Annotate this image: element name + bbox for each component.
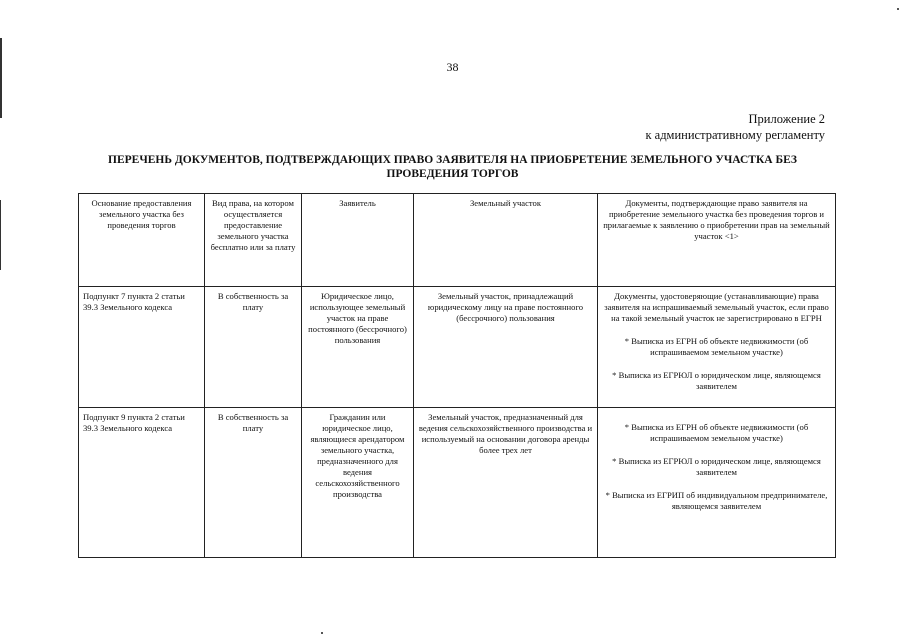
appendix-line-2: к административному регламенту xyxy=(645,128,825,142)
scan-edge-mark xyxy=(0,200,1,270)
cell-land-plot: Земельный участок, принадлежащий юридическому лицу на праве постоянного (бессрочного) пользования xyxy=(414,287,598,408)
table-row xyxy=(79,287,836,408)
header-applicant: Заявитель xyxy=(302,194,414,287)
header-documents: Документы, подтверждающие право заявителя на приобретение земельного участка без проведения торгов и прилагаемые к заявлению о приобретении прав на земельный участок <1> xyxy=(598,194,836,287)
scan-dot xyxy=(321,632,323,634)
header-land-plot: Земельный участок xyxy=(414,194,598,287)
documents-main-text: Документы, удостоверяющие (устанавливающие) права заявителя на испрашиваемый земельный участок, если право на такой земельный участок не зарегистрировано в ЕГРН xyxy=(604,291,829,323)
cell-documents xyxy=(598,408,836,558)
document-item: * Выписка из ЕГРИП об индивидуальном предпринимателе, являющемся заявителем xyxy=(605,490,828,511)
table-row xyxy=(79,408,836,558)
table-header-row xyxy=(79,194,836,287)
document-item: * Выписка из ЕГРЮЛ о юридическом лице, являющемся заявителем xyxy=(612,370,821,391)
cell-applicant: Гражданин или юридическое лицо, являющиеся арендатором земельного участка, предназначенного для ведения сельскохозяйственного производства xyxy=(302,408,414,558)
appendix-line-1: Приложение 2 xyxy=(748,112,825,126)
cell-right-type: В собственность за плату xyxy=(205,287,302,408)
scan-dot xyxy=(897,8,899,10)
document-item: * Выписка из ЕГРЮЛ о юридическом лице, являющемся заявителем xyxy=(612,456,821,477)
cell-basis: Подпункт 7 пункта 2 статьи 39.3 Земельного кодекса xyxy=(79,287,205,408)
cell-documents xyxy=(598,287,836,408)
document-item: * Выписка из ЕГРН об объекте недвижимости (об испрашиваемом земельном участке) xyxy=(624,422,809,443)
scan-edge-mark xyxy=(0,38,2,118)
documents-table xyxy=(78,193,836,558)
header-right-type: Вид права, на котором осуществляется предоставление земельного участка бесплатно или за плату xyxy=(205,194,302,287)
header-basis: Основание предоставления земельного участка без проведения торгов xyxy=(79,194,205,287)
cell-applicant: Юридическое лицо, использующее земельный участок на праве постоянного (бессрочного) пользования xyxy=(302,287,414,408)
cell-right-type: В собственность за плату xyxy=(205,408,302,558)
document-title: ПЕРЕЧЕНЬ ДОКУМЕНТОВ, ПОДТВЕРЖДАЮЩИХ ПРАВО ЗАЯВИТЕЛЯ НА ПРИОБРЕТЕНИЕ ЗЕМЕЛЬНОГО УЧАСТКА БЕЗ ПРОВЕДЕНИЯ ТОРГОВ xyxy=(108,154,797,180)
cell-basis: Подпункт 9 пункта 2 статьи 39.3 Земельного кодекса xyxy=(79,408,205,558)
appendix-label xyxy=(645,111,825,143)
cell-land-plot: Земельный участок, предназначенный для ведения сельскохозяйственного производства и используемый на основании договора аренды более трех лет xyxy=(414,408,598,558)
page-number: 38 xyxy=(446,60,459,74)
document-item: * Выписка из ЕГРН об объекте недвижимости (об испрашиваемом земельном участке) xyxy=(624,336,809,357)
